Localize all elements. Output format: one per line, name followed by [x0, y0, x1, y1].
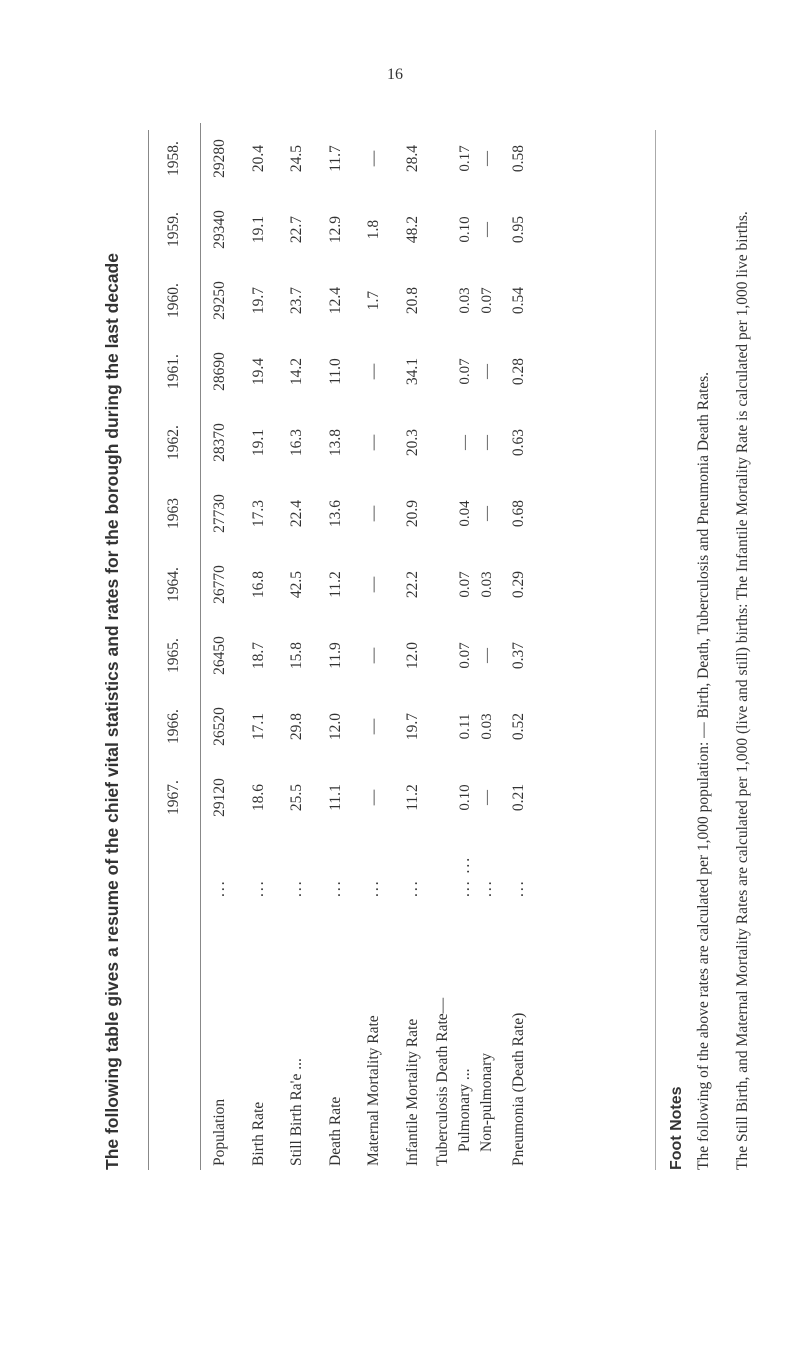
- table-cell: 0.03: [456, 287, 473, 314]
- table-cell: 1.7: [365, 290, 383, 311]
- table-cell: 22.2: [403, 570, 421, 599]
- row-label: Death Rate: [326, 1096, 344, 1166]
- table-cell: —: [478, 435, 495, 450]
- row-leader-dots: ...: [403, 879, 421, 897]
- row-leader-dots: ...: [510, 879, 527, 897]
- table-cell: 0.04: [456, 500, 473, 527]
- table-row-death-rate: [317, 123, 356, 1170]
- table-cell: 12.0: [403, 641, 421, 670]
- foot-note: The Still Birth, and Maternal Mortality Rates are calculated per 1,000 (live and still) births: The Infantile Mortality Rate is calculated per 1,000 live births.: [734, 211, 751, 1170]
- table-cell: 11.9: [326, 642, 344, 669]
- table-cell: —: [478, 506, 495, 521]
- row-leader-dots: ...: [478, 879, 495, 897]
- table-cell: 0.07: [456, 571, 473, 598]
- table-cell: 29340: [211, 210, 229, 249]
- table-cell: 0.95: [510, 215, 527, 244]
- table-row-tuberculosis-heading: [432, 123, 454, 1170]
- year-header: 1967.: [165, 780, 182, 815]
- table-title: The following table gives a resume of the chief vital statistics and rates for the borough during the last decade: [102, 253, 122, 1170]
- table-cell: —: [478, 790, 495, 805]
- table-row-maternal-mortality-rate: [355, 123, 394, 1170]
- table-cell: 0.07: [456, 358, 473, 385]
- table-cell: 20.4: [249, 144, 267, 173]
- table-cell: 29120: [211, 778, 229, 817]
- table-cell: 11.1: [326, 784, 344, 811]
- table-row-tb-pulmonary: [454, 123, 476, 1170]
- table-row-birth-rate: [240, 123, 279, 1170]
- table-cell: 29.8: [288, 712, 306, 741]
- rotated-content: [90, 110, 751, 1170]
- table-cell: 20.9: [403, 499, 421, 528]
- row-label: Population: [211, 1098, 229, 1166]
- table-cell: 24.5: [288, 144, 306, 173]
- table-cell: 42.5: [288, 570, 306, 599]
- table-cell: 0.03: [478, 571, 495, 598]
- table-cell: 19.7: [249, 286, 267, 315]
- foot-notes-heading: Foot Notes: [668, 1086, 685, 1170]
- table-cell: 20.8: [403, 286, 421, 315]
- table-cell: 13.8: [326, 428, 344, 457]
- table-cell: 26520: [211, 707, 229, 746]
- foot-notes: [665, 110, 757, 1170]
- year-header: 1959.: [165, 212, 182, 247]
- table-cell: 1.8: [365, 219, 383, 240]
- row-label: Birth Rate: [249, 1101, 267, 1166]
- year-header: 1958.: [165, 141, 182, 176]
- table-cell: 48.2: [403, 215, 421, 244]
- table-cell: 0.07: [478, 287, 495, 314]
- table-cell: 28.4: [403, 144, 421, 173]
- year-header: 1963: [165, 498, 182, 529]
- table-row-still-birth-rate: [278, 123, 317, 1170]
- table-cell: 22.7: [288, 215, 306, 244]
- year-header: 1961.: [165, 354, 182, 389]
- table-cell: 16.3: [288, 428, 306, 457]
- table-cell: 0.37: [510, 641, 527, 670]
- table-cell: —: [478, 648, 495, 663]
- row-label: Still Birth Ra'e ...: [288, 1058, 306, 1166]
- row-leader-dots: ...: [249, 879, 267, 897]
- year-header: 1965.: [165, 638, 182, 673]
- table-cell: 20.3: [403, 428, 421, 457]
- table-cell: 0.58: [510, 144, 527, 173]
- table-cell: 0.29: [510, 570, 527, 599]
- table-cell: —: [478, 364, 495, 379]
- year-header: 1960.: [165, 283, 182, 318]
- row-label: Tuberculosis Death Rate—: [434, 997, 451, 1166]
- table-cell: 19.1: [249, 428, 267, 457]
- table-cell: —: [365, 363, 383, 380]
- table-cell: —: [365, 150, 383, 167]
- row-leader-dots: ...: [288, 879, 306, 897]
- table-cell: 17.1: [249, 712, 267, 741]
- table-cell: 0.17: [456, 145, 473, 172]
- foot-note: The following of the above rates are calculated per 1,000 population: — Birth, Death, Tuberculosis and Pneumonia Death Rates.: [695, 371, 712, 1170]
- table-cell: 0.28: [510, 357, 527, 386]
- table-cell: 0.11: [456, 713, 473, 740]
- table-cell: 26450: [211, 636, 229, 675]
- table-cell: —: [478, 151, 495, 166]
- table-cell: —: [365, 434, 383, 451]
- table-cell: 13.6: [326, 499, 344, 528]
- table-cell: 29280: [211, 139, 229, 178]
- row-label: Non-pulmonary: [478, 1052, 495, 1152]
- row-leader-dots: ...: [365, 879, 383, 897]
- table-row-infantile-mortality-rate: [394, 123, 433, 1170]
- page-number: 16: [387, 66, 403, 83]
- table-cell: 22.4: [288, 499, 306, 528]
- row-label: Infantile Mortality Rate: [403, 1018, 421, 1166]
- table-cell: 0.03: [478, 713, 495, 740]
- label-header-cell: [148, 897, 201, 1170]
- table-cell: —: [365, 647, 383, 664]
- table-cell: 0.54: [510, 286, 527, 315]
- dots-header-cell: [148, 833, 201, 897]
- table-cell: —: [365, 718, 383, 735]
- table-cell: 19.1: [249, 215, 267, 244]
- table-cell: 34.1: [403, 357, 421, 386]
- table-cell: 12.0: [326, 712, 344, 741]
- year-header: 1962.: [165, 425, 182, 460]
- table-bottom-rule: [655, 130, 656, 1170]
- table-cell: 16.8: [249, 570, 267, 599]
- table-cell: 12.9: [326, 215, 344, 244]
- table-cell: 14.2: [288, 357, 306, 386]
- table-cell: 0.63: [510, 428, 527, 457]
- table-cell: 26770: [211, 565, 229, 604]
- table-cell: 28690: [211, 352, 229, 391]
- table-row-population: [201, 123, 240, 1170]
- table-cell: 18.6: [249, 783, 267, 812]
- row-label: Maternal Mortality Rate: [365, 1015, 383, 1166]
- table-cell: 23.7: [288, 286, 306, 315]
- table-cell: 29250: [211, 281, 229, 320]
- table-row-tb-non-pulmonary: [476, 123, 498, 1170]
- table-cell: 27730: [211, 494, 229, 533]
- row-leader-dots: ... ...: [456, 855, 473, 897]
- table-cell: 11.7: [326, 145, 344, 172]
- row-label: Pneumonia (Death Rate): [510, 1012, 527, 1166]
- table-cell: 0.10: [456, 216, 473, 243]
- row-label: Pulmonary ...: [456, 1068, 473, 1152]
- table-cell: —: [365, 505, 383, 522]
- table-cell: 11.2: [326, 571, 344, 598]
- year-header: 1966.: [165, 709, 182, 744]
- row-leader-dots: ...: [326, 879, 344, 897]
- table-cell: 28370: [211, 423, 229, 462]
- table-cell: 0.10: [456, 784, 473, 811]
- row-leader-dots: ...: [211, 879, 229, 897]
- table-cell: 0.68: [510, 499, 527, 528]
- table-cell: 11.2: [403, 784, 421, 811]
- table-cell: 12.4: [326, 286, 344, 315]
- table-cell: 0.21: [510, 783, 527, 812]
- vital-statistics-table: [148, 123, 540, 1170]
- table-cell: —: [365, 576, 383, 593]
- table-cell: —: [478, 222, 495, 237]
- table-cell: 18.7: [249, 641, 267, 670]
- table-cell: 25.5: [288, 783, 306, 812]
- table-cell: 15.8: [288, 641, 306, 670]
- table-cell: —: [365, 789, 383, 806]
- table-cell: 0.52: [510, 712, 527, 741]
- table-cell: 11.0: [326, 358, 344, 385]
- table-cell: 0.07: [456, 642, 473, 669]
- table-row-pneumonia-death-rate: [498, 123, 540, 1170]
- table-cell: 19.4: [249, 357, 267, 386]
- table-cell: —: [456, 435, 473, 450]
- table-cell: 17.3: [249, 499, 267, 528]
- table-cell: 19.7: [403, 712, 421, 741]
- year-header-row: [148, 123, 201, 1170]
- year-header: 1964.: [165, 567, 182, 602]
